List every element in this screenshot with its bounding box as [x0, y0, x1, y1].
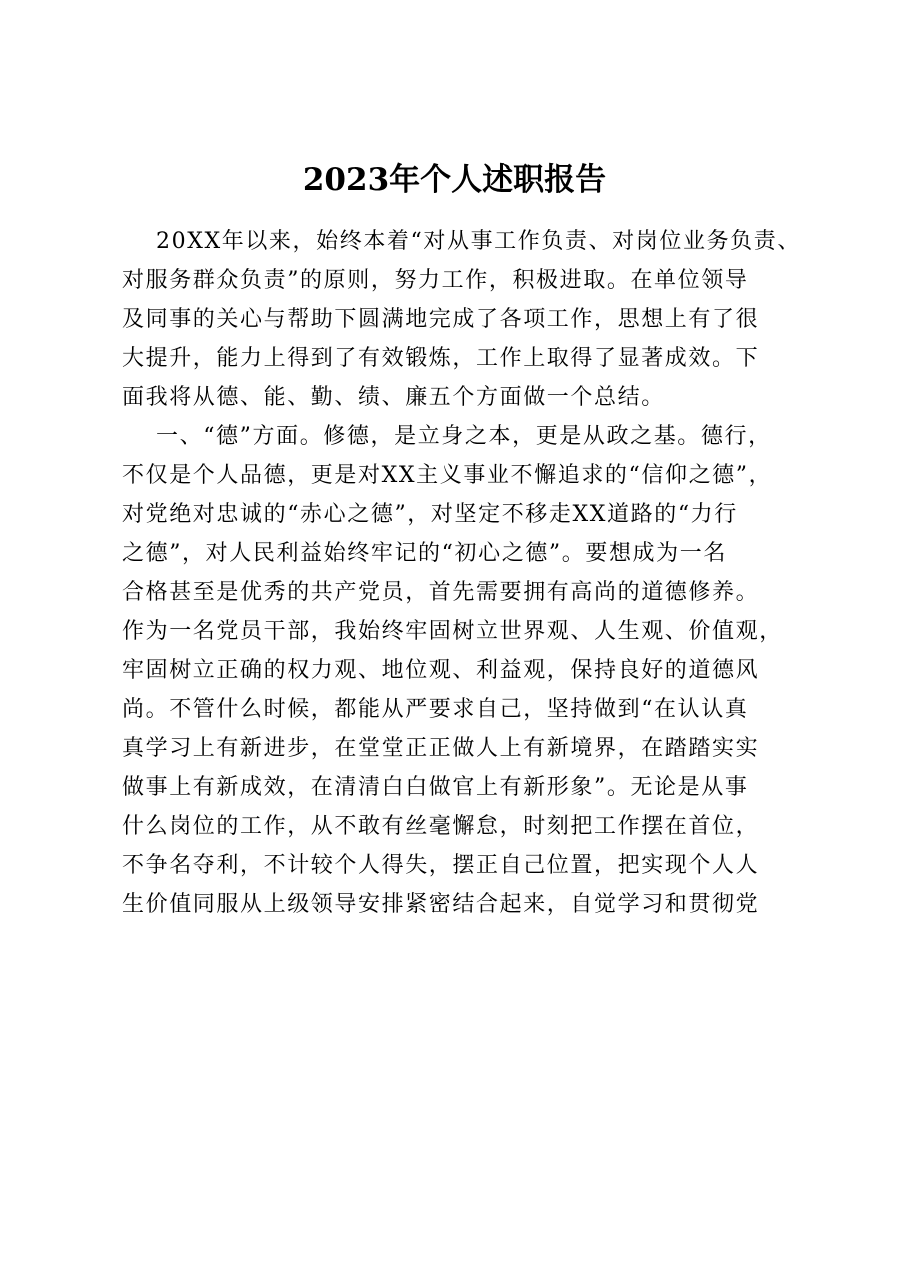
- paragraph-line: 对党绝对忠诚的“赤心之德”，对坚定不移走XX道路的“力行: [122, 502, 738, 527]
- paragraph-line: 不仅是个人品德，更是对XX主义事业不懈追求的“信仰之德”，: [122, 463, 773, 488]
- paragraph-line: 合格甚至是优秀的共产党员，首先需要拥有高尚的道德修养。: [122, 580, 760, 605]
- paragraph-line: 之德”，对人民利益始终牢记的“初心之德”。要想成为一名: [122, 541, 727, 566]
- paragraph-line: 20XX年以来，始终本着“对从事工作负责、对岗位业务负责、: [156, 229, 801, 254]
- paragraph-line: 尚。不管什么时候，都能从严要求自己，坚持做到“在认认真: [122, 697, 749, 722]
- paragraph-line: 面我将从德、能、勤、绩、廉五个方面做一个总结。: [122, 385, 665, 410]
- paragraph-line: 作为一名党员干部，我始终牢固树立世界观、人生观、价值观，: [122, 619, 783, 644]
- document-title: 2023年个人述职报告: [302, 162, 607, 198]
- document-body: [122, 222, 812, 924]
- paragraph-line: 对服务群众负责”的原则，努力工作，积极进取。在单位领导: [122, 268, 749, 293]
- paragraph-line: 什么岗位的工作，从不敢有丝毫懈怠，时刻把工作摆在首位，: [122, 814, 760, 839]
- paragraph-line: 及同事的关心与帮助下圆满地完成了各项工作，思想上有了很: [122, 307, 760, 332]
- paragraph-line: 不争名夺利，不计较个人得失，摆正自己位置，把实现个人人: [122, 853, 760, 878]
- paragraph-line: 生价值同服从上级领导安排紧密结合起来，自觉学习和贯彻党: [122, 892, 760, 917]
- paragraph-line: 一、“德”方面。修德，是立身之本，更是从政之基。德行，: [156, 424, 772, 449]
- paragraph-line: 真学习上有新进步，在堂堂正正做人上有新境界，在踏踏实实: [122, 736, 760, 761]
- paragraph-line: 大提升，能力上得到了有效锻炼，工作上取得了显著成效。下: [122, 346, 760, 371]
- paragraph-line: 牢固树立正确的权力观、地位观、利益观，保持良好的道德风: [122, 658, 760, 683]
- paragraph-line: 做事上有新成效，在清清白白做官上有新形象”。无论是从事: [122, 775, 749, 800]
